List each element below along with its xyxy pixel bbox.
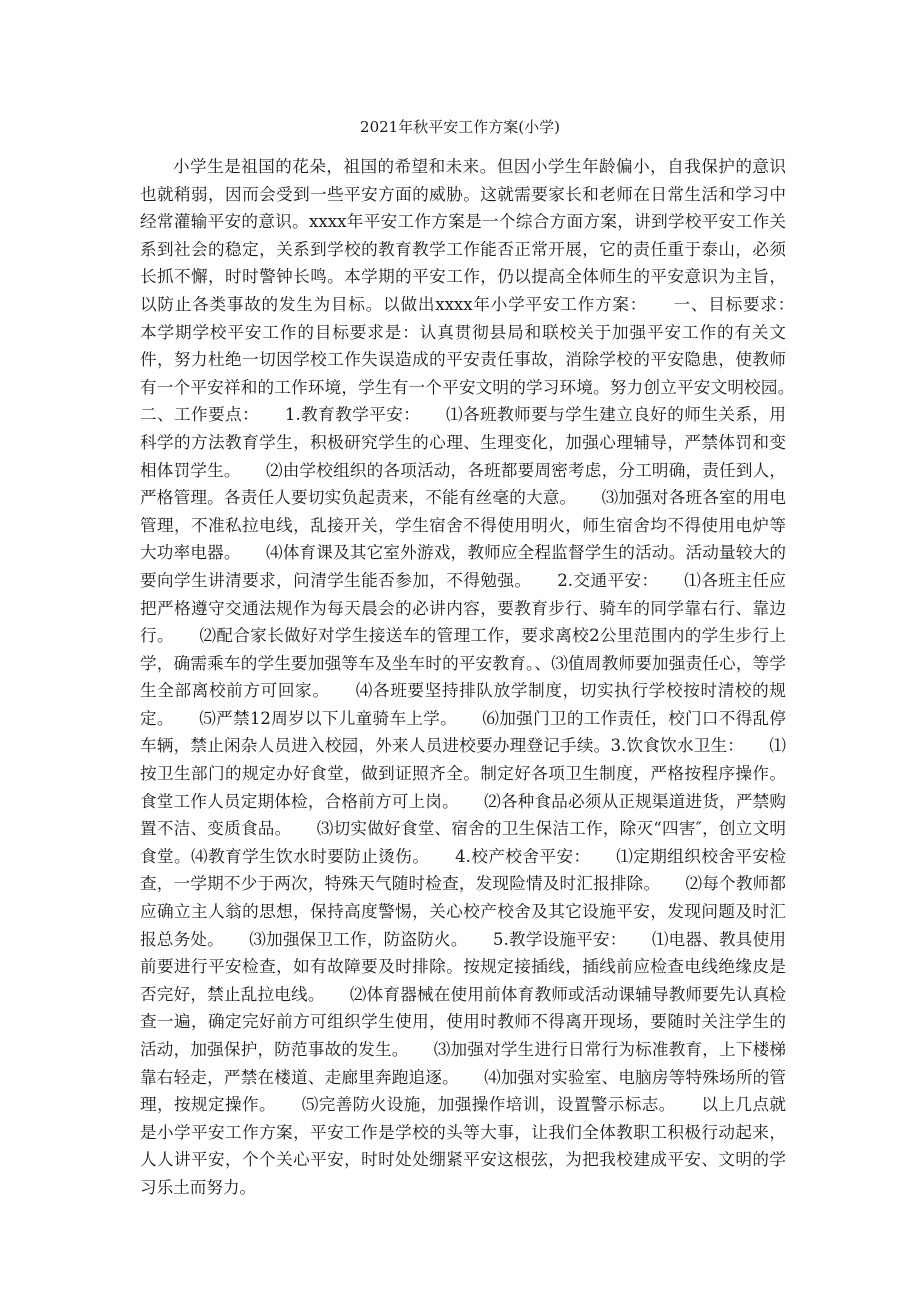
- document-title: 2021年秋平安工作方案(小学): [360, 118, 560, 136]
- document-body-paragraph: 小学生是祖国的花朵，祖国的希望和未来。但因小学生年龄偏小，自我保护的意识也就稍弱，因而会受到一些平安方面的威胁。这就需要家长和老师在日常生活和学习中经常灌输平安的意识。xxxx年平安工作方案是一个综合方面方案，讲到学校平安工作关系到社会的稳定，关系到学校的教育教学工作能否正常开展，它的责任重于泰山，必须长抓不懈，时时警钟长鸣。本学期的平安工作，仍以提高全体师生的平安意识为主旨，以防止各类事故的发生为目标。以做出xxxx年小学平安工作方案： 一、目标要求： 本学期学校平安工作的目标要求是：认真贯彻县局和联校关于加强平安工作的有关文件，努力杜绝一切因学校工作失误造成的平安责任事故，消除学校的平安隐患，使教师有一个平安祥和的工作环境，学生有一个平安文明的学习环境。努力创立平安文明校园。 二、工作要点： 1.教育教学平安： ⑴各班教师要与学生建立良好的师生关系，用科学的方法教育学生，积极研究学生的心理、生理变化，加强心理辅导，严禁体罚和变相体罚学生。 ⑵由学校组织的各项活动，各班都要周密考虑，分工明确，责任到人，严格管理。各责任人要切实负起责来，不能有丝毫的大意。 ⑶加强对各班各室的用电管理，不准私拉电线，乱接开关，学生宿舍不得使用明火，师生宿舍均不得使用电炉等大功率电器。 ⑷体育课及其它室外游戏，教师应全程监督学生的活动。活动量较大的要向学生讲清要求，问清学生能否参加，不得勉强。 2.交通平安： ⑴各班主任应把严格遵守交通法规作为每天晨会的必讲内容，要教育步行、骑车的同学靠右行、靠边行。 ⑵配合家长做好对学生接送车的管理工作，要求离校2公里范围内的学生步行上学，确需乘车的学生要加强等车及坐车时的平安教育。、⑶值周教师要加强责任心，等学生全部离校前方可回家。 ⑷各班要坚持排队放学制度，切实执行学校按时清校的规定。 ⑸严禁12周岁以下儿童骑车上学。 ⑹加强门卫的工作责任，校门口不得乱停车辆，禁止闲杂人员进入校园，外来人员进校要办理登记手续。3.饮食饮水卫生： ⑴按卫生部门的规定办好食堂，做到证照齐全。制定好各项卫生制度，严格按程序操作。食堂工作人员定期体检，合格前方可上岗。 ⑵各种食品必须从正规渠道进货，严禁购置不洁、变质食品。 ⑶切实做好食堂、宿舍的卫生保洁工作，除灭“四害″，创立文明食堂。⑷教育学生饮水时要防止烫伤。 4.校产校舍平安： ⑴定期组织校舍平安检查，一学期不少于两次，特殊天气随时检查，发现险情及时汇报排除。 ⑵每个教师都应确立主人翁的思想，保持高度警惕，关心校产校舍及其它设施平安，发现问题及时汇报总务处。 ⑶加强保卫工作，防盗防火。 5.教学设施平安： ⑴电器、教具使用前要进行平安检查，如有故障要及时排除。按规定接插线，插线前应检查电线绝缘皮是否完好，禁止乱拉电线。 ⑵体育器械在使用前体育教师或活动课辅导教师要先认真检查一遍，确定完好前方可组织学生使用，使用时教师不得离开现场，要随时关注学生的活动，加强保护，防范事故的发生。 ⑶加强对学生进行日常行为标准教育，上下楼梯靠右轻走，严禁在楼道、走廊里奔跑追逐。 ⑷加强对实验室、电脑房等特殊场所的管理，按规定操作。 ⑸完善防火设施，加强操作培训，设置警示标志。 以上几点就是小学平安工作方案，平安工作是学校的头等大事，让我们全体教职工积极行动起来，人人讲平安，个个关心平安，时时处处绷紧平安这根弦，为把我校建成平安、文明的学习乐土而努力。: [140, 157, 820, 1197]
